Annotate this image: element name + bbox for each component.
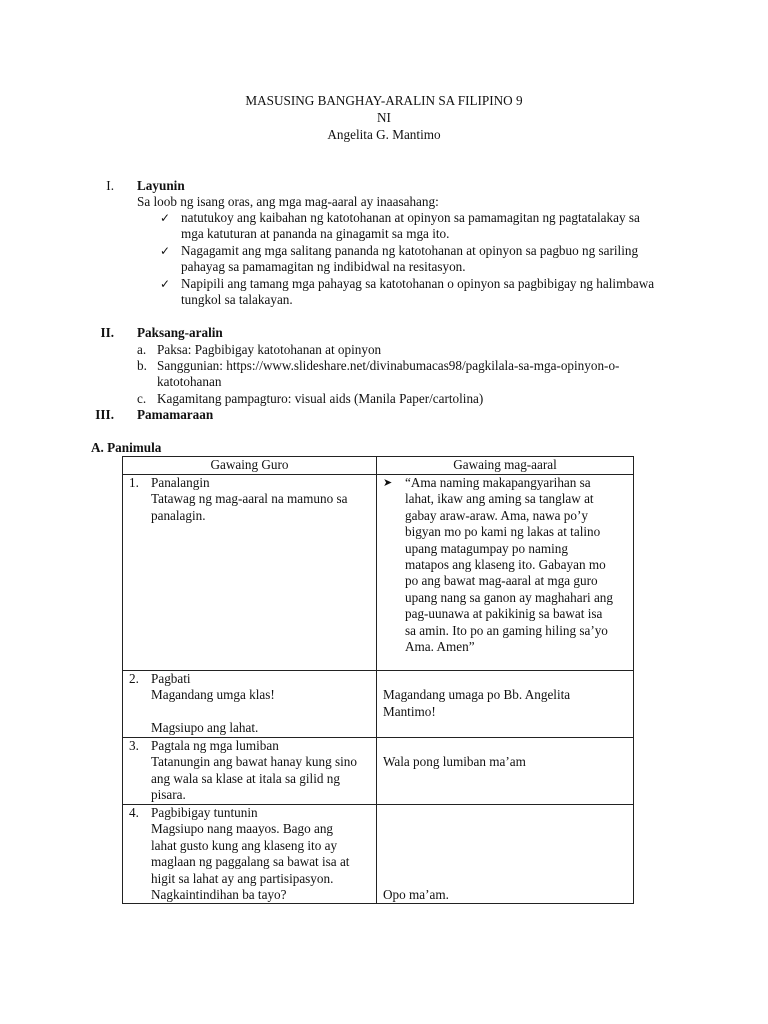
subsection-heading-panimula: A. Panimula (91, 440, 162, 455)
guro-line: ang wala sa klase at itala sa gilid ng (151, 770, 340, 786)
guro-cell (123, 805, 377, 904)
section-numeral-layunin: I. (106, 178, 114, 193)
step-number: 1. (129, 475, 139, 490)
guro-line: Tatanungin ang bawat hanay kung sino (151, 754, 357, 770)
mag-aaral-cell (377, 738, 634, 805)
guro-line: Magsiupo ang lahat. (151, 720, 259, 736)
objective-2: Nagagamit ang mga salitang pananda ng katotohanan at opinyon sa pagbuo ng sariling pahayag sa pamamagitan ng indibidwal na resitasyon. (181, 243, 639, 275)
guro-line: Magsiupo nang maayos. Bago ang (151, 821, 334, 837)
guro-line: Nagkaintindihan ba tayo? (151, 887, 287, 903)
activity-table (122, 456, 634, 904)
column-header-mag-aaral: Gawaing mag-aaral (377, 457, 634, 475)
greeting-response: Mantimo! (383, 703, 436, 719)
arrow-bullet-icon: ➤ (383, 477, 393, 489)
item-letter: c. (137, 391, 147, 406)
section-heading-layunin: Layunin (137, 178, 185, 193)
step-title: Panalangin (151, 475, 210, 490)
step-title: Pagbati (151, 671, 191, 686)
objective-3: Napipili ang tamang mga pahayag sa katotohanan o opinyon sa pagbibigay ng halimbawa tungkol sa talakayan. (181, 276, 655, 308)
guro-cell (123, 671, 377, 738)
step-title: Pagbibigay tuntunin (151, 805, 258, 820)
mag-aaral-cell (377, 475, 634, 671)
attendance-response: Wala pong lumiban ma’am (383, 754, 526, 770)
guro-line: panalagin. (151, 507, 206, 523)
layunin-intro: Sa loob ng isang oras, ang mga mag-aaral ay inaasahang: (137, 194, 439, 209)
step-title: Pagtala ng mga lumiban (151, 738, 279, 753)
objective-1: natutukoy ang kaibahan ng katotohanan at opinyon sa pamamagitan ng pagtatalakay sa mga katuturan at pananda na ginagamit sa mga ito. (181, 210, 640, 242)
guro-line: pisara. (151, 787, 186, 803)
kagamitan-item: Kagamitang pampagturo: visual aids (Manila Paper/cartolina) (157, 391, 484, 406)
section-heading-pamamaraan: Pamamaraan (137, 407, 214, 422)
column-header-guro: Gawaing Guro (123, 457, 377, 475)
guro-line: maglaan ng paggalang sa bawat isa at (151, 854, 350, 870)
mag-aaral-cell (377, 805, 634, 904)
section-heading-paksang-aralin: Paksang-aralin (137, 325, 223, 340)
guro-line: Tatawag ng mag-aaral na mamuno sa (151, 491, 348, 507)
table-row (123, 738, 634, 805)
check-icon: ✓ (160, 211, 171, 225)
guro-line: Magandang umga klas! (151, 687, 275, 703)
guro-cell (123, 475, 377, 671)
guro-line: lahat gusto kung ang klaseng ito ay (151, 837, 338, 853)
section-numeral-pamamaraan: III. (95, 407, 114, 422)
check-icon: ✓ (160, 244, 171, 258)
guro-cell (123, 738, 377, 805)
step-number: 4. (129, 805, 139, 820)
prayer-text: “Ama naming makapangyarihan sa lahat, ikaw ang aming sa tanglaw at gabay araw-araw. Ama, nawa po’y bigyan mo po kami ng lakas at talino upang matagumpay po naming matapos ang klaseng ito. Gabayan mo po ang bawat mag-aaral at mga guro upang nang sa ganon ay maghahari ang pag-uunawa at pakikinig sa bawat isa sa amin. Ito po an gaming hiling sa’yo Ama. Amen” (405, 475, 613, 655)
mag-aaral-cell (377, 671, 634, 738)
author-name: Angelita G. Mantimo (327, 127, 441, 142)
greeting-response: Magandang umaga po Bb. Angelita (383, 687, 571, 703)
sanggunian-item: Sanggunian: https://www.slideshare.net/divinabumacas98/pagkilala-sa-mga-opinyon-o- katotohanan (157, 358, 620, 390)
guro-line (129, 704, 370, 720)
table-row (123, 475, 634, 671)
item-letter: a. (137, 342, 147, 357)
step-number: 3. (129, 738, 139, 753)
table-header-row (123, 457, 634, 475)
table-row (123, 671, 634, 738)
table-row (123, 805, 634, 904)
author-prefix: NI (377, 110, 391, 125)
rules-response: Opo ma’am. (383, 886, 449, 902)
paksa-item: Paksa: Pagbibigay katotohanan at opinyon (157, 342, 382, 357)
section-numeral-paksang-aralin: II. (100, 325, 114, 340)
step-number: 2. (129, 671, 139, 686)
guro-line: higit sa lahat ay ang partisipasyon. (151, 870, 334, 886)
item-letter: b. (137, 358, 147, 373)
check-icon: ✓ (160, 277, 171, 291)
document-title: MASUSING BANGHAY-ARALIN SA FILIPINO 9 (245, 93, 523, 108)
